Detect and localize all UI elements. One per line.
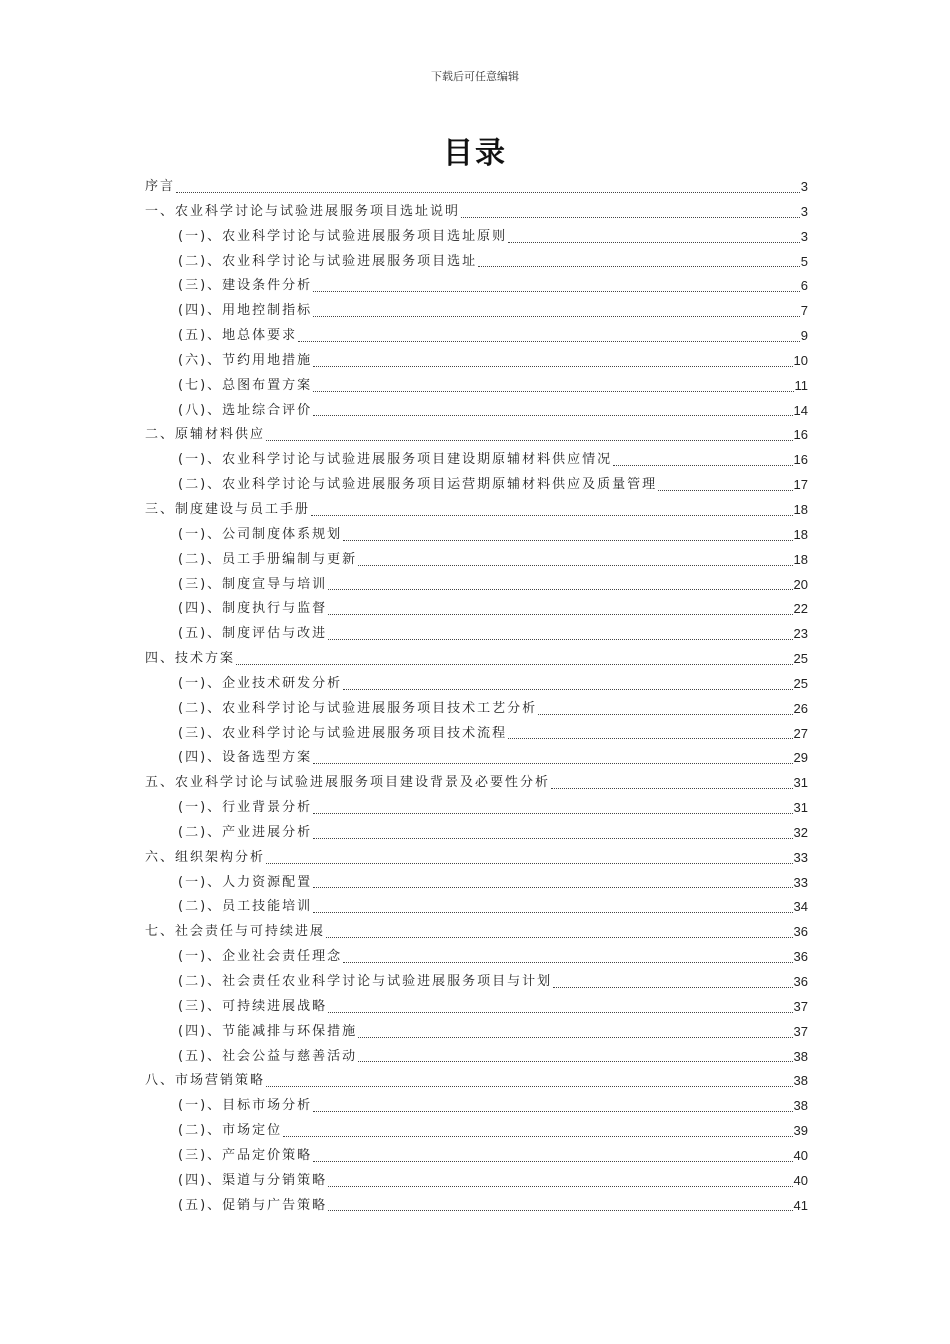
toc-entry[interactable] (145, 920, 808, 945)
toc-page-number: 37 (793, 998, 808, 1014)
toc-page-number: 36 (793, 924, 808, 940)
toc-page-number: 18 (793, 526, 808, 542)
toc-entry[interactable] (145, 1194, 808, 1219)
toc-dot-leader (613, 464, 792, 466)
toc-entry[interactable] (145, 523, 808, 548)
toc-dot-leader (266, 439, 793, 441)
toc-entry-title: 四、技术方案 (145, 651, 236, 667)
toc-dot-leader (343, 961, 792, 963)
toc-page-number: 31 (793, 800, 808, 816)
toc-dot-leader (478, 265, 800, 267)
toc-page-number: 38 (793, 1048, 808, 1064)
toc-entry[interactable] (145, 1094, 808, 1119)
toc-page-number: 41 (793, 1197, 808, 1213)
toc-dot-leader (328, 1185, 792, 1187)
toc-entry[interactable] (145, 722, 808, 747)
toc-page-number: 16 (793, 427, 808, 443)
toc-page-number: 25 (793, 675, 808, 691)
toc-page-number: 14 (793, 402, 808, 418)
toc-entry-title: (五)、制度评估与改进 (178, 626, 328, 642)
toc-entry-title: (二)、农业科学讨论与试验进展服务项目技术工艺分析 (178, 700, 538, 716)
toc-entry-title: (七)、总图布置方案 (178, 377, 313, 393)
toc-page-number: 32 (793, 824, 808, 840)
toc-entry[interactable] (145, 1020, 808, 1045)
toc-dot-leader (553, 986, 792, 988)
toc-entry-title: (四)、渠道与分销策略 (178, 1172, 328, 1188)
toc-entry-title: (二)、市场定位 (178, 1123, 283, 1139)
toc-dot-leader (298, 340, 800, 342)
toc-entry-title: (二)、农业科学讨论与试验进展服务项目运营期原辅材料供应及质量管理 (178, 477, 658, 493)
toc-page-number: 39 (793, 1123, 808, 1139)
toc-entry[interactable] (145, 250, 808, 275)
toc-dot-leader (343, 688, 792, 690)
toc-entry[interactable] (145, 796, 808, 821)
toc-page-number: 9 (800, 328, 808, 344)
toc-page-number: 31 (793, 775, 808, 791)
toc-entry[interactable] (145, 970, 808, 995)
toc-dot-leader (313, 837, 792, 839)
toc-entry[interactable] (145, 995, 808, 1020)
toc-entry-title: (八)、选址综合评价 (178, 402, 313, 418)
table-of-contents (145, 175, 808, 1218)
toc-page-number: 17 (793, 477, 808, 493)
toc-entry-title: (三)、农业科学讨论与试验进展服务项目技术流程 (178, 725, 508, 741)
toc-page-number: 3 (800, 203, 808, 219)
toc-entry-title: (四)、设备选型方案 (178, 750, 313, 766)
toc-entry-title: (一)、农业科学讨论与试验进展服务项目选址原则 (178, 228, 508, 244)
toc-entry[interactable] (145, 647, 808, 672)
toc-entry[interactable] (145, 871, 808, 896)
toc-entry-title: (一)、人力资源配置 (178, 874, 313, 890)
toc-dot-leader (461, 216, 800, 218)
toc-entry[interactable] (145, 672, 808, 697)
toc-entry[interactable] (145, 622, 808, 647)
toc-entry[interactable] (145, 225, 808, 250)
toc-entry[interactable] (145, 771, 808, 796)
toc-entry[interactable] (145, 1144, 808, 1169)
toc-dot-leader (328, 1209, 792, 1211)
toc-entry-title: (三)、建设条件分析 (178, 278, 313, 294)
toc-entry[interactable] (145, 299, 808, 324)
toc-dot-leader (343, 539, 792, 541)
toc-page-number: 34 (793, 899, 808, 915)
toc-entry-title: (二)、员工技能培训 (178, 899, 313, 915)
toc-entry-title: (三)、产品定价策略 (178, 1147, 313, 1163)
toc-entry-title: 一、农业科学讨论与试验进展服务项目选址说明 (145, 203, 461, 219)
toc-page-number: 5 (800, 253, 808, 269)
toc-entry-title: (二)、社会责任农业科学讨论与试验进展服务项目与计划 (178, 974, 553, 989)
toc-page-number: 40 (793, 1147, 808, 1163)
toc-entry-title: (五)、地总体要求 (178, 328, 298, 344)
toc-page-number: 3 (800, 179, 808, 194)
toc-page-number: 36 (793, 974, 808, 989)
toc-dot-leader (313, 414, 792, 416)
toc-entry-title: (一)、企业社会责任理念 (178, 949, 343, 965)
toc-entry-title: 三、制度建设与员工手册 (145, 501, 311, 517)
toc-page-number: 7 (800, 303, 808, 319)
toc-dot-leader (311, 514, 793, 516)
toc-entry[interactable] (145, 498, 808, 523)
toc-page-number: 38 (793, 1098, 808, 1114)
toc-dot-leader (358, 1036, 792, 1038)
toc-entry[interactable] (145, 349, 808, 374)
toc-page-number: 33 (793, 874, 808, 890)
toc-entry[interactable] (145, 324, 808, 349)
toc-entry-title: (四)、制度执行与监督 (178, 601, 328, 617)
toc-page-number: 23 (793, 626, 808, 642)
toc-page-number: 18 (793, 501, 808, 517)
toc-entry[interactable] (145, 846, 808, 871)
toc-dot-leader (658, 489, 792, 491)
toc-page-number: 38 (793, 1073, 808, 1089)
toc-dot-leader (313, 762, 792, 764)
toc-entry[interactable] (145, 473, 808, 498)
toc-entry-title: (一)、企业技术研发分析 (178, 675, 343, 691)
toc-page-number: 16 (793, 452, 808, 468)
toc-dot-leader (358, 1060, 792, 1062)
toc-page-number: 11 (794, 377, 808, 393)
toc-entry[interactable] (145, 175, 808, 200)
toc-entry[interactable] (145, 1069, 808, 1094)
toc-entry-title: (三)、制度宣导与培训 (178, 576, 328, 592)
toc-dot-leader (328, 588, 792, 590)
toc-dot-leader (176, 191, 800, 193)
toc-entry-title: (三)、可持续进展战略 (178, 998, 328, 1014)
toc-entry-title: 六、组织架构分析 (145, 849, 266, 865)
toc-entry-title: (五)、社会公益与慈善活动 (178, 1048, 358, 1064)
toc-page-number: 27 (793, 725, 808, 741)
toc-entry-title: (五)、促销与广告策略 (178, 1197, 328, 1213)
toc-dot-leader (508, 241, 800, 243)
toc-dot-leader (508, 737, 792, 739)
toc-entry-title: (一)、行业背景分析 (178, 800, 313, 816)
toc-page-number: 3 (800, 228, 808, 244)
toc-entry[interactable] (145, 746, 808, 771)
toc-dot-leader (313, 315, 800, 317)
toc-entry-title: 七、社会责任与可持续进展 (145, 924, 326, 940)
toc-page-number: 36 (793, 949, 808, 965)
toc-dot-leader (313, 812, 792, 814)
toc-dot-leader (266, 1085, 793, 1087)
toc-page-number: 33 (793, 849, 808, 865)
toc-entry-title: 五、农业科学讨论与试验进展服务项目建设背景及必要性分析 (145, 775, 551, 791)
toc-dot-leader (313, 290, 800, 292)
toc-entry-title: 二、原辅材料供应 (145, 427, 266, 443)
toc-entry[interactable] (145, 274, 808, 299)
toc-entry[interactable] (145, 697, 808, 722)
toc-entry-title: (一)、目标市场分析 (178, 1098, 313, 1114)
toc-entry-title: (二)、产业进展分析 (178, 824, 313, 840)
toc-dot-leader (328, 613, 792, 615)
toc-entry-title: 序言 (145, 179, 176, 194)
toc-entry[interactable] (145, 200, 808, 225)
toc-dot-leader (326, 936, 793, 938)
toc-dot-leader (328, 1011, 792, 1013)
toc-entry-title: (四)、用地控制指标 (178, 303, 313, 319)
toc-dot-leader (328, 638, 792, 640)
toc-entry-title: (四)、节能减排与环保措施 (178, 1023, 358, 1039)
toc-entry[interactable] (145, 1169, 808, 1194)
toc-dot-leader (313, 390, 793, 392)
toc-entry-title: (二)、农业科学讨论与试验进展服务项目选址 (178, 253, 478, 269)
toc-page-number: 18 (793, 551, 808, 567)
page-header: 下载后可任意编辑 (431, 70, 519, 83)
toc-entry[interactable] (145, 945, 808, 970)
toc-entry[interactable] (145, 597, 808, 622)
toc-entry-title: 八、市场营销策略 (145, 1073, 266, 1089)
toc-entry[interactable] (145, 573, 808, 598)
toc-entry[interactable] (145, 821, 808, 846)
toc-entry[interactable] (145, 895, 808, 920)
toc-entry-title: (二)、员工手册编制与更新 (178, 551, 358, 567)
toc-page-number: 29 (793, 750, 808, 766)
toc-entry-title: (一)、公司制度体系规划 (178, 526, 343, 542)
toc-entry-title: (六)、节约用地措施 (178, 352, 313, 368)
toc-entry[interactable] (145, 1119, 808, 1144)
toc-entry[interactable] (145, 423, 808, 448)
toc-page-number: 6 (800, 278, 808, 294)
toc-page-number: 26 (793, 700, 808, 716)
toc-page-number: 10 (793, 352, 808, 368)
toc-dot-leader (313, 1160, 792, 1162)
toc-dot-leader (236, 663, 793, 665)
toc-dot-leader (313, 365, 792, 367)
toc-entry[interactable] (145, 1045, 808, 1070)
toc-dot-leader (551, 787, 793, 789)
toc-entry[interactable] (145, 399, 808, 424)
toc-page-number: 40 (793, 1172, 808, 1188)
toc-page-number: 22 (793, 601, 808, 617)
toc-page-number: 25 (793, 651, 808, 667)
toc-dot-leader (266, 862, 793, 864)
toc-dot-leader (283, 1135, 792, 1137)
toc-dot-leader (313, 1110, 792, 1112)
toc-entry[interactable] (145, 448, 808, 473)
page-title: 目录 (443, 136, 507, 171)
toc-page-number: 37 (793, 1023, 808, 1039)
toc-dot-leader (358, 564, 792, 566)
toc-entry[interactable] (145, 548, 808, 573)
toc-dot-leader (538, 713, 792, 715)
toc-page-number: 20 (793, 576, 808, 592)
toc-dot-leader (313, 911, 792, 913)
toc-entry[interactable] (145, 374, 808, 399)
toc-entry-title: (一)、农业科学讨论与试验进展服务项目建设期原辅材料供应情况 (178, 452, 613, 468)
toc-dot-leader (313, 886, 792, 888)
